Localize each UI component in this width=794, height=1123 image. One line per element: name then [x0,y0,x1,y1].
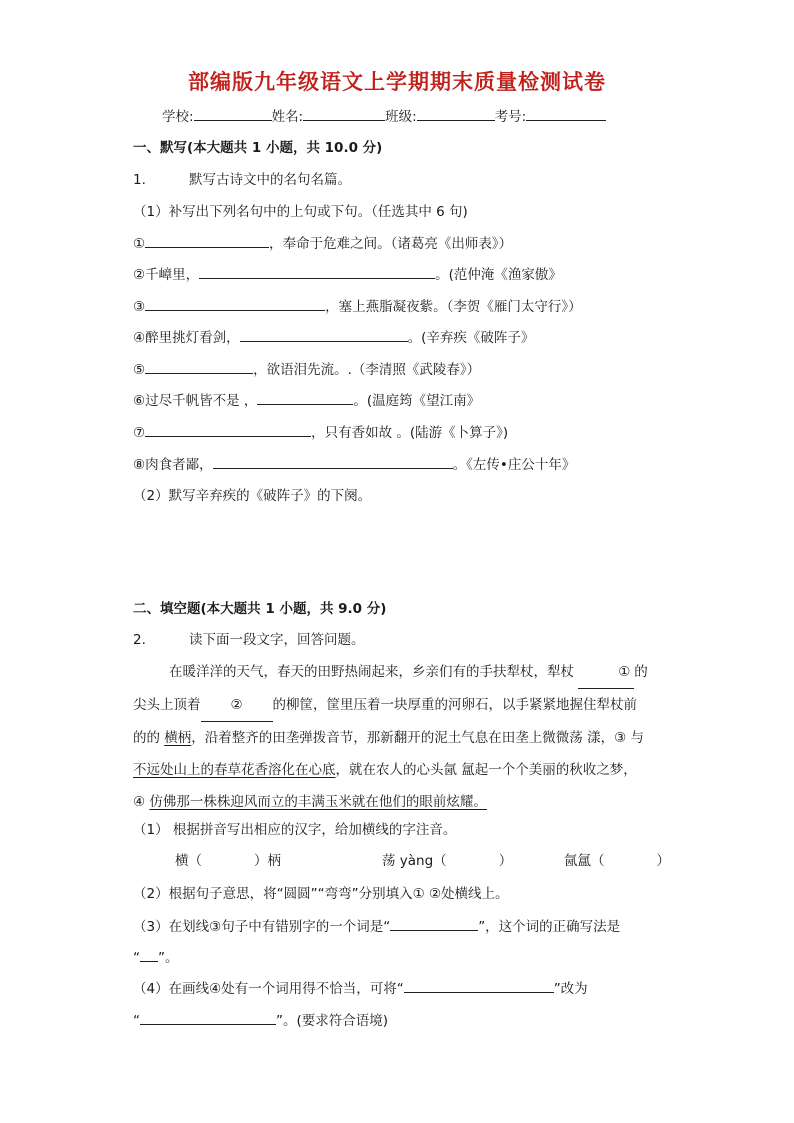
question-text: 读下面一段文字，回答问题。 [189,632,365,648]
answer-blank[interactable] [145,359,253,374]
question-number: 2. [133,632,146,648]
answer-blank[interactable] [140,947,158,962]
name-label: 姓名: [271,109,304,125]
passage-line-4: 不远处山上的春草花香溶化在心底，就在农人的心头氤 氲起一个个美丽的秋收之梦， [133,762,637,778]
answer-blank[interactable] [257,390,353,405]
fill-item-8: ⑧肉食者鄙， 。《左传•庄公十年》 [133,454,575,475]
name-blank[interactable] [303,106,385,121]
answer-blank[interactable] [145,422,311,437]
school-blank[interactable] [194,106,272,121]
answer-blank[interactable] [145,233,269,248]
answer-blank[interactable] [390,916,478,931]
sub-question-1: （1）补写出下列名句中的上句或下句。（任选其中 6 句) [133,204,468,220]
exam-no-blank[interactable] [526,106,606,121]
pinyin-item-c: 氤氲（ ） [564,853,670,869]
question-1 [133,170,351,190]
reading-passage [133,656,663,818]
passage-line-5: ④ 仿佛那一株株迎风而立的丰满玉米就在他们的眼前炫耀。 [133,794,487,810]
answer-blank[interactable] [404,978,554,993]
underlined-sentence-3: 不远处山上的春草花香溶化在心底 [133,762,336,778]
fill-item-2: ②千嶂里， 。(范仲淹《渔家傲》 [133,264,562,285]
class-label: 班级: [385,109,417,125]
page-title: 部编版九年级语文上学期期末质量检测试卷 [188,69,606,94]
fill-item-6: ⑥过尽千帆皆不是 ， 。(温庭筠《望江南》 [133,390,480,411]
underlined-word: 横柄 [164,730,192,746]
sub-question-2: （2）默写辛弃疾的《破阵子》的下阕。 [133,488,372,504]
blank-2[interactable]: ② [201,689,273,722]
student-info-row [162,106,606,127]
pinyin-items: 横（ ）柄 [175,853,281,869]
answer-blank[interactable] [199,264,435,279]
answer-blank[interactable] [140,1010,276,1025]
school-label: 学校: [162,109,194,125]
fill-item-4: ④醉里挑灯看剑， 。(辛弃疾《破阵子》 [133,327,534,348]
sub-question-2-3: （3）在划线③句子中有错别字的一个词是“ ”，这个词的正确写法是 [133,916,620,937]
fill-item-5: ⑤ ，欲语泪先流。.（李清照《武陵春》） [133,359,480,380]
answer-blank[interactable] [240,327,408,342]
sub-question-2-3-cont: “ ”。 [133,947,179,968]
question-text: 默写古诗文中的名句名篇。 [189,172,351,188]
exam-no-label: 考号: [494,109,527,125]
blank-1[interactable]: ① [578,656,634,689]
question-number: 1. [133,172,146,188]
sub-question-2-4-cont: “ ”。(要求符合语境) [133,1010,388,1031]
passage-line-3: 的的 横柄，沿着整齐的田垄弹拨音节，那新翻开的泥土气息在田垄上微微荡 漾，③ 与 [133,730,644,746]
sub-question-2-4: （4）在画线④处有一个词用得不恰当，可将“ ”改为 [133,978,588,999]
answer-blank[interactable] [145,296,325,311]
class-blank[interactable] [417,106,495,121]
pinyin-item-b: 荡 yàng（ ） [382,853,513,869]
sub-question-2-2: （2）根据句子意思，将“圆圆”“弯弯”分别填入① ②处横线上。 [133,886,509,902]
passage-line-1: 在暖洋洋的天气，春天的田野热闹起来，乡亲们有的手扶犁杖，犁杖 ① 的 [133,656,663,689]
fill-item-3: ③ ，塞上燕脂凝夜紫。（李贺《雁门太守行》） [133,296,582,317]
question-2 [133,630,365,650]
underlined-sentence-4: 仿佛那一株株迎风而立的丰满玉米就在他们的眼前炫耀。 [149,794,487,810]
passage-line-2: 尖头上顶着 ② 的柳筐，筐里压着一块厚重的河卵石，以手紧紧地握住犁杖前 [133,689,663,722]
sub-question-2-1: （1） 根据拼音写出相应的汉字，给加横线的字注音。 [133,822,457,838]
section1-heading: 一、默写(本大题共 1 小题，共 10.0 分) [133,140,383,156]
answer-blank[interactable] [213,454,453,469]
section2-heading: 二、填空题(本大题共 1 小题，共 9.0 分) [133,601,387,617]
fill-item-7: ⑦ ，只有香如故 。(陆游《卜算子》) [133,422,508,443]
fill-item-1: ① ，奉命于危难之间。（诸葛亮《出师表》） [133,233,512,254]
